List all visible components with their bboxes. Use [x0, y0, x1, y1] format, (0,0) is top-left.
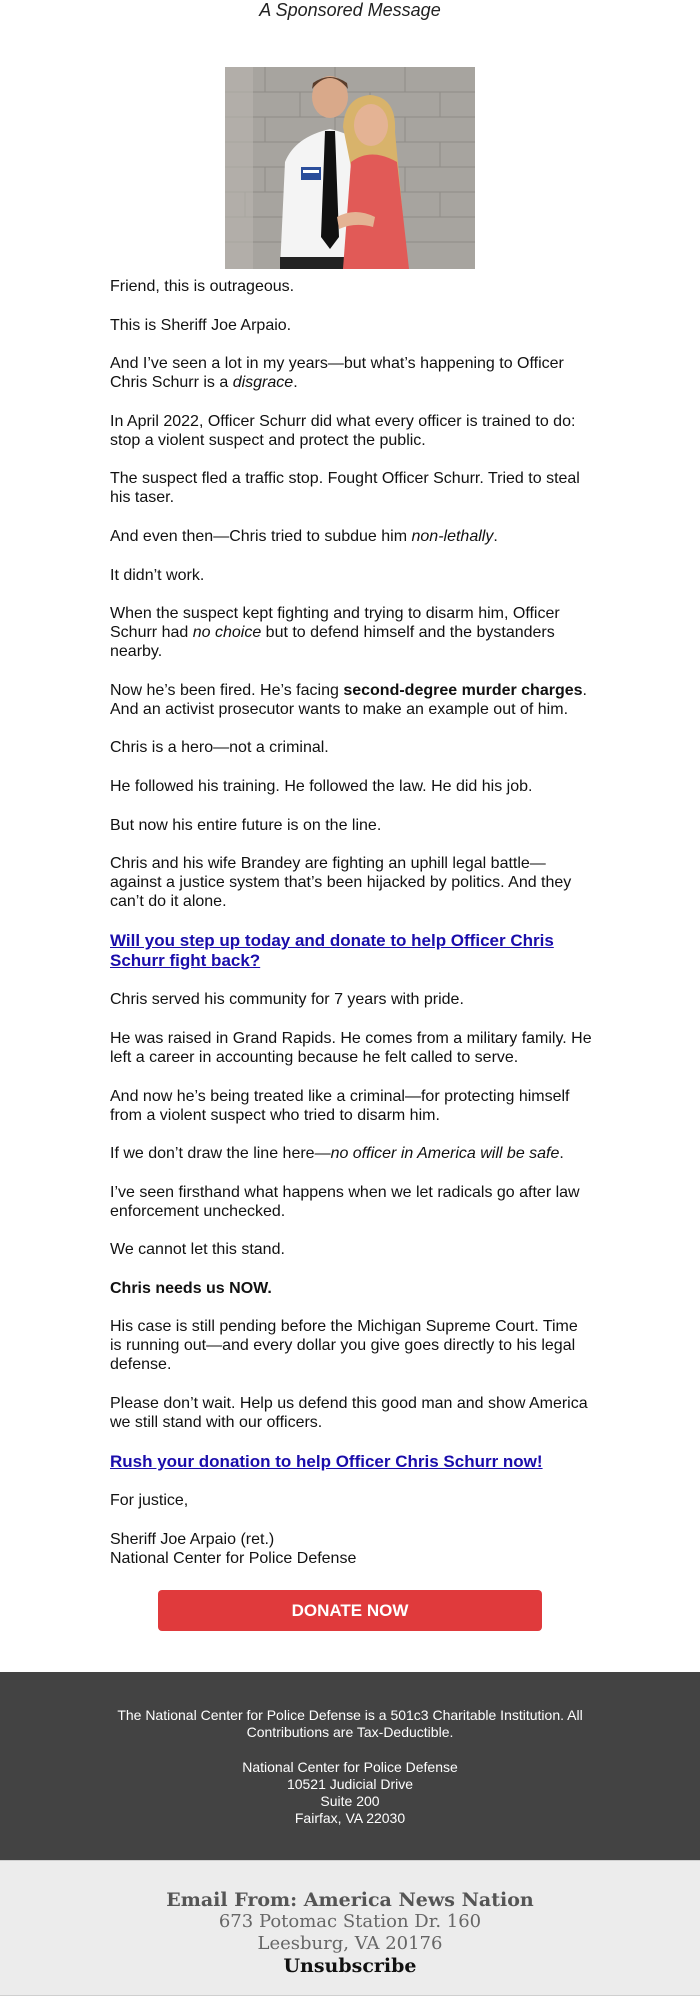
paragraph: [110, 1240, 592, 1259]
paragraph: [110, 1491, 592, 1510]
emphasis-text: no choice: [192, 624, 262, 642]
paragraph: [110, 1183, 592, 1221]
org-suite: Suite 200: [320, 1793, 380, 1809]
paragraph-text: It didn’t work.: [110, 566, 205, 584]
paragraph: [110, 738, 592, 757]
paragraph: [110, 527, 592, 546]
paragraph: [110, 1394, 592, 1432]
paragraph-text: .: [559, 1145, 564, 1163]
paragraph-text: Chris and his wife Brandey are fighting an uphill legal battle—against a justice system that’s been hijacked by politics. And they can’t do it alone.: [110, 855, 572, 911]
paragraph-text: And even then—Chris tried to subdue him: [110, 527, 412, 545]
org-city: Fairfax, VA 22030: [294, 1810, 406, 1826]
signature-org: National Center for Police Defense: [110, 1549, 357, 1567]
paragraph-text: The suspect fled a traffic stop. Fought Officer Schurr. Tried to steal his taser.: [110, 470, 580, 507]
paragraph-text: And now he’s being treated like a criminal—for protecting himself from a violent suspect who tried to disarm him.: [110, 1087, 570, 1124]
paragraph: [110, 990, 592, 1009]
paragraph: [110, 854, 592, 911]
emphasis-text: disgrace: [232, 374, 294, 392]
signature-name: Sheriff Joe Arpaio (ret.): [110, 1530, 275, 1548]
sender-city: Leesburg, VA 20176: [257, 1933, 443, 1954]
emphasis-text: no officer in America will be safe: [330, 1145, 560, 1163]
paragraph-text: Friend, this is outrageous.: [110, 278, 295, 295]
hero-photo: [225, 67, 475, 269]
paragraph: [110, 816, 592, 835]
org-street: 10521 Judicial Drive: [286, 1776, 414, 1792]
org-name: National Center for Police Defense: [242, 1759, 458, 1775]
paragraph-text: .: [293, 374, 298, 392]
paragraph-text: This is Sheriff Joe Arpaio.: [110, 316, 292, 334]
paragraph: [110, 1144, 592, 1163]
tax-disclaimer: The National Center for Police Defense is a 501c3 Charitable Institution. All Contributions are Tax-Deductible.: [117, 1707, 583, 1740]
emphasis-text: non-lethally: [411, 527, 494, 545]
donate-now-button[interactable]: DONATE NOW: [158, 1590, 542, 1631]
paragraph: [110, 566, 592, 585]
paragraph: [110, 1279, 592, 1298]
paragraph: [110, 604, 592, 661]
paragraph-text: Chris served his community for 7 years with pride.: [110, 991, 464, 1009]
paragraph: [110, 1317, 592, 1374]
footer-disclaimer: [0, 1672, 700, 1860]
couple-photo-image: [225, 67, 475, 269]
signature: [110, 1530, 592, 1568]
paragraph-text: Chris is a hero—not a criminal.: [110, 739, 329, 757]
paragraph: [110, 412, 592, 450]
bold-text: Chris needs us NOW.: [110, 1279, 272, 1297]
donate-link-rush[interactable]: Rush your donation to help Officer Chris Schurr now!: [110, 1451, 543, 1471]
paragraph-text: Please don’t wait. Help us defend this good man and show America we still stand with our officers.: [110, 1395, 588, 1432]
paragraph-text: He followed his training. He followed the law. He did his job.: [110, 777, 533, 795]
paragraph-text: If we don’t draw the line here—: [110, 1145, 331, 1163]
paragraph: [110, 1087, 592, 1125]
sender-street: 673 Potomac Station Dr. 160: [218, 1911, 482, 1932]
bold-text: second-degree murder charges: [343, 681, 583, 699]
paragraph-text: But now his entire future is on the line.: [110, 816, 382, 834]
paragraph-text: but to defend himself and the bystanders nearby.: [110, 624, 555, 661]
donate-link-fight-back[interactable]: Will you step up today and donate to help Officer Chris Schurr fight back?: [110, 930, 554, 970]
paragraph-text: I’ve seen firsthand what happens when we let radicals go after law enforcement unchecked.: [110, 1183, 580, 1220]
unsubscribe-link[interactable]: Unsubscribe: [283, 1955, 417, 1977]
paragraph: [110, 1452, 592, 1472]
org-address: [0, 1759, 700, 1827]
paragraph: [110, 277, 592, 296]
paragraph: [110, 777, 592, 796]
sender-footer: [0, 1860, 700, 1996]
paragraph: [110, 681, 592, 719]
paragraph: [110, 1029, 592, 1067]
paragraph-text: When the suspect kept fighting and trying to disarm him, Officer Schurr had: [110, 605, 560, 642]
paragraph-text: And I’ve seen a lot in my years—but what’s happening to Officer Chris Schurr is a: [110, 355, 564, 392]
paragraph-text: We cannot let this stand.: [110, 1241, 285, 1259]
email-from: Email From: America News Nation: [166, 1889, 534, 1911]
paragraph-text: .: [493, 527, 498, 545]
paragraph: [110, 469, 592, 507]
paragraph: [110, 316, 592, 335]
paragraph-text: He was raised in Grand Rapids. He comes from a military family. He left a career in accounting because he felt called to serve.: [110, 1029, 592, 1066]
signoff-text: For justice,: [110, 1492, 189, 1510]
paragraph-text: His case is still pending before the Michigan Supreme Court. Time is running out—and every dollar you give goes directly to his legal defense.: [110, 1318, 578, 1374]
paragraph-text: In April 2022, Officer Schurr did what every officer is trained to do: stop a violent suspect and protect the public.: [110, 412, 576, 449]
letter-body: [110, 277, 592, 1587]
paragraph-text: . And an activist prosecutor wants to make an example out of him.: [110, 681, 587, 718]
paragraph: [110, 931, 592, 971]
paragraph: [110, 354, 592, 392]
paragraph-text: Now he’s been fired. He’s facing: [110, 681, 344, 699]
sponsored-label: A Sponsored Message: [259, 0, 441, 20]
